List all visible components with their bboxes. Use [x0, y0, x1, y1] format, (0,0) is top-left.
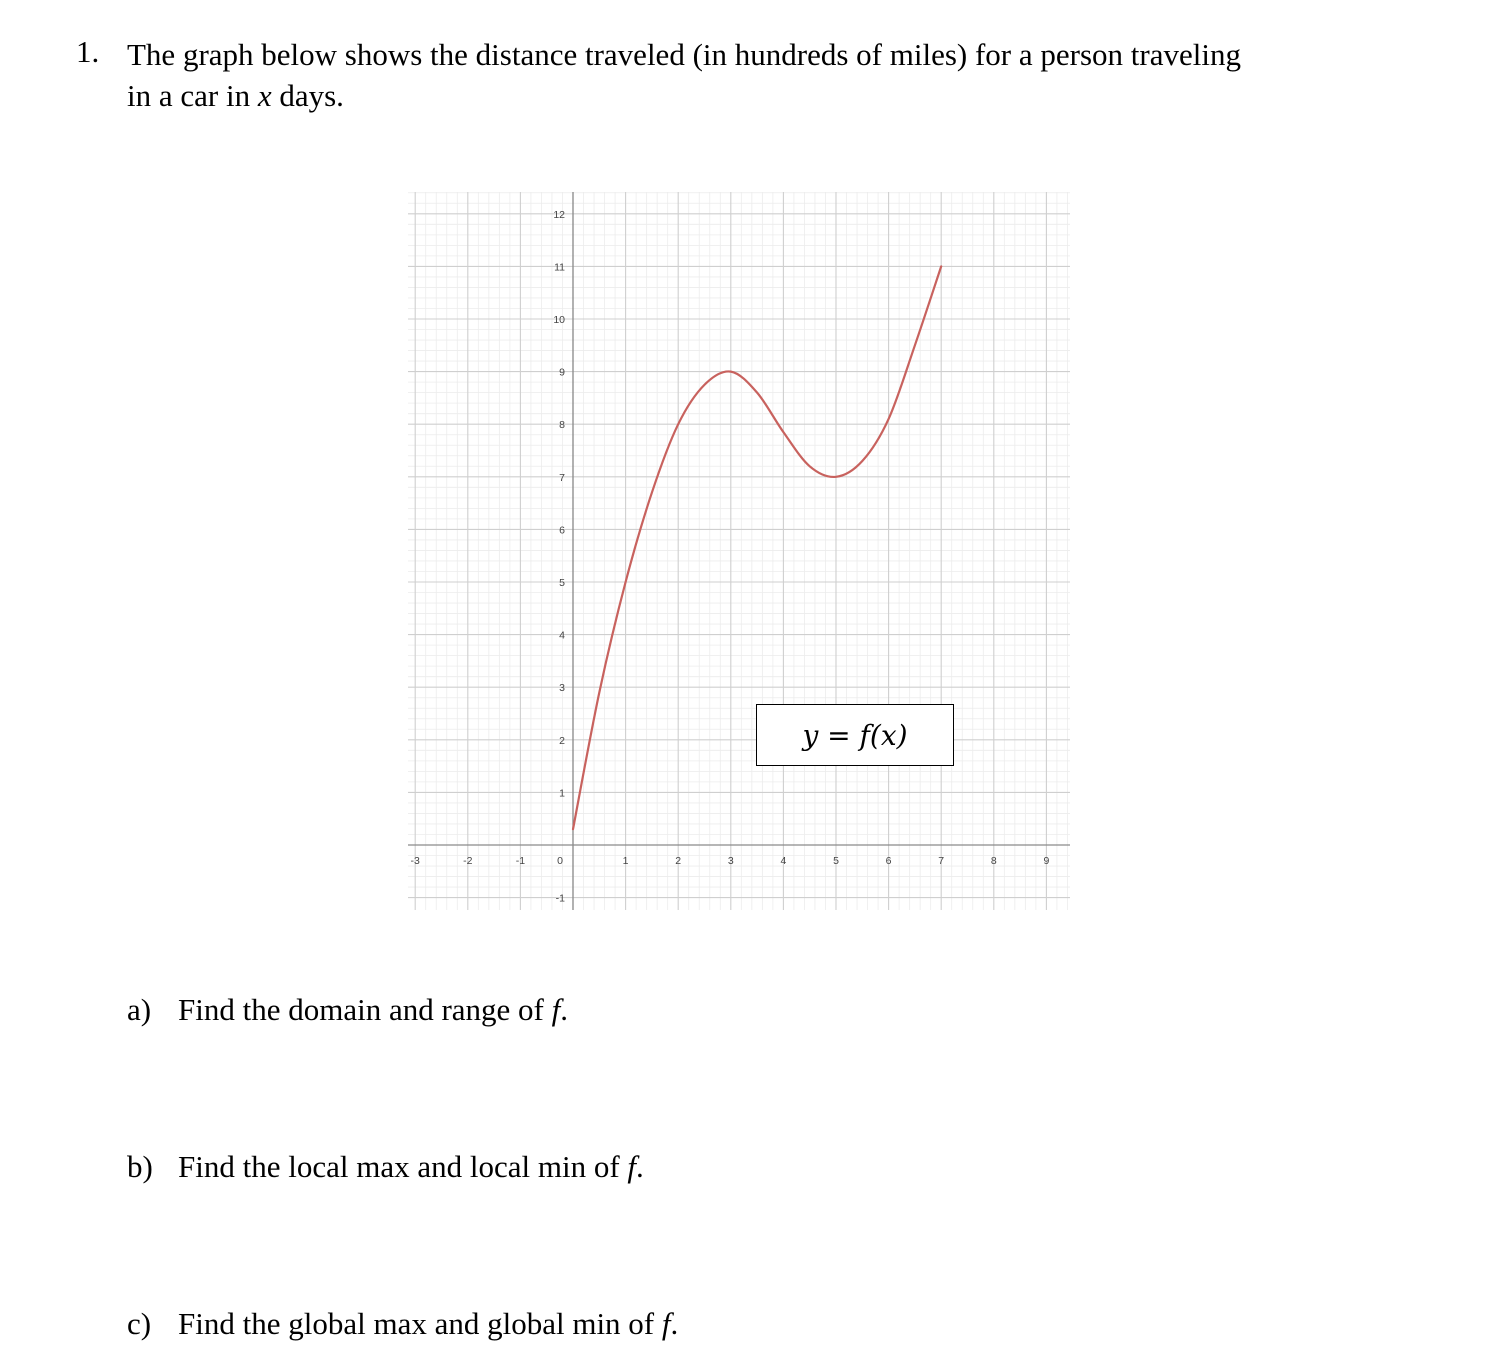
x-tick-label: 5: [833, 855, 839, 867]
y-tick-label: 7: [559, 471, 565, 484]
part-variable: f: [627, 1149, 637, 1184]
question-part-a: [127, 992, 568, 1028]
tick-labels: [411, 209, 1050, 905]
minor-grid: [408, 192, 1070, 910]
part-end: .: [670, 1306, 679, 1341]
x-tick-label: 4: [780, 855, 787, 867]
problem-line-2-start: in a car in: [127, 78, 258, 113]
x-tick-label: 1: [622, 855, 629, 867]
x-tick-label: 8: [990, 855, 997, 867]
y-tick-label: 2: [559, 734, 565, 747]
y-tick-label: 11: [554, 261, 565, 274]
origin-label: 0: [557, 855, 563, 867]
x-tick-label: -2: [463, 855, 473, 867]
problem-line-1: The graph below shows the distance traveled (in hundreds of miles) for a person traveling: [127, 37, 1241, 72]
problem-line-2-end: days.: [271, 78, 344, 113]
part-text: Find the global max and global min of: [178, 1306, 662, 1341]
y-tick-label: 12: [553, 208, 565, 221]
part-end: .: [636, 1149, 644, 1184]
y-tick-label: 4: [559, 629, 565, 642]
y-tick-label: 1: [559, 787, 565, 800]
x-tick-label: 7: [938, 855, 945, 867]
question-part-b: [127, 1149, 644, 1185]
x-tick-label: 6: [885, 855, 892, 867]
x-tick-label: 2: [675, 855, 682, 867]
y-tick-label: 3: [559, 682, 565, 695]
y-tick-label: 5: [559, 577, 565, 589]
question-part-c: [127, 1306, 678, 1342]
y-tick-label: 8: [559, 419, 565, 432]
part-end: .: [560, 992, 569, 1027]
part-variable: f: [551, 992, 561, 1027]
equation-label: y = f(x): [802, 718, 908, 752]
problem-variable-x: x: [257, 78, 272, 113]
x-tick-label: -1: [515, 855, 526, 867]
y-tick-label: -1: [555, 892, 565, 905]
axes: [408, 192, 1070, 910]
major-grid: [408, 192, 1070, 910]
part-label: b): [127, 1149, 153, 1184]
problem-statement: [127, 34, 1387, 116]
part-text: Find the local max and local min of: [178, 1149, 628, 1184]
x-tick-label: 3: [727, 855, 734, 867]
x-tick-label: -3: [410, 855, 420, 867]
y-tick-label: 6: [559, 524, 565, 537]
equation-label-box: [756, 704, 954, 766]
y-tick-label: 10: [553, 314, 565, 326]
x-tick-label: 9: [1043, 855, 1050, 867]
part-label: a): [127, 992, 152, 1027]
part-variable: f: [661, 1306, 671, 1341]
part-text: Find the domain and range of: [178, 992, 552, 1027]
problem-number: 1.: [76, 34, 100, 69]
y-tick-label: 9: [559, 366, 565, 379]
function-graph: [400, 180, 1075, 915]
part-label: c): [127, 1306, 152, 1341]
